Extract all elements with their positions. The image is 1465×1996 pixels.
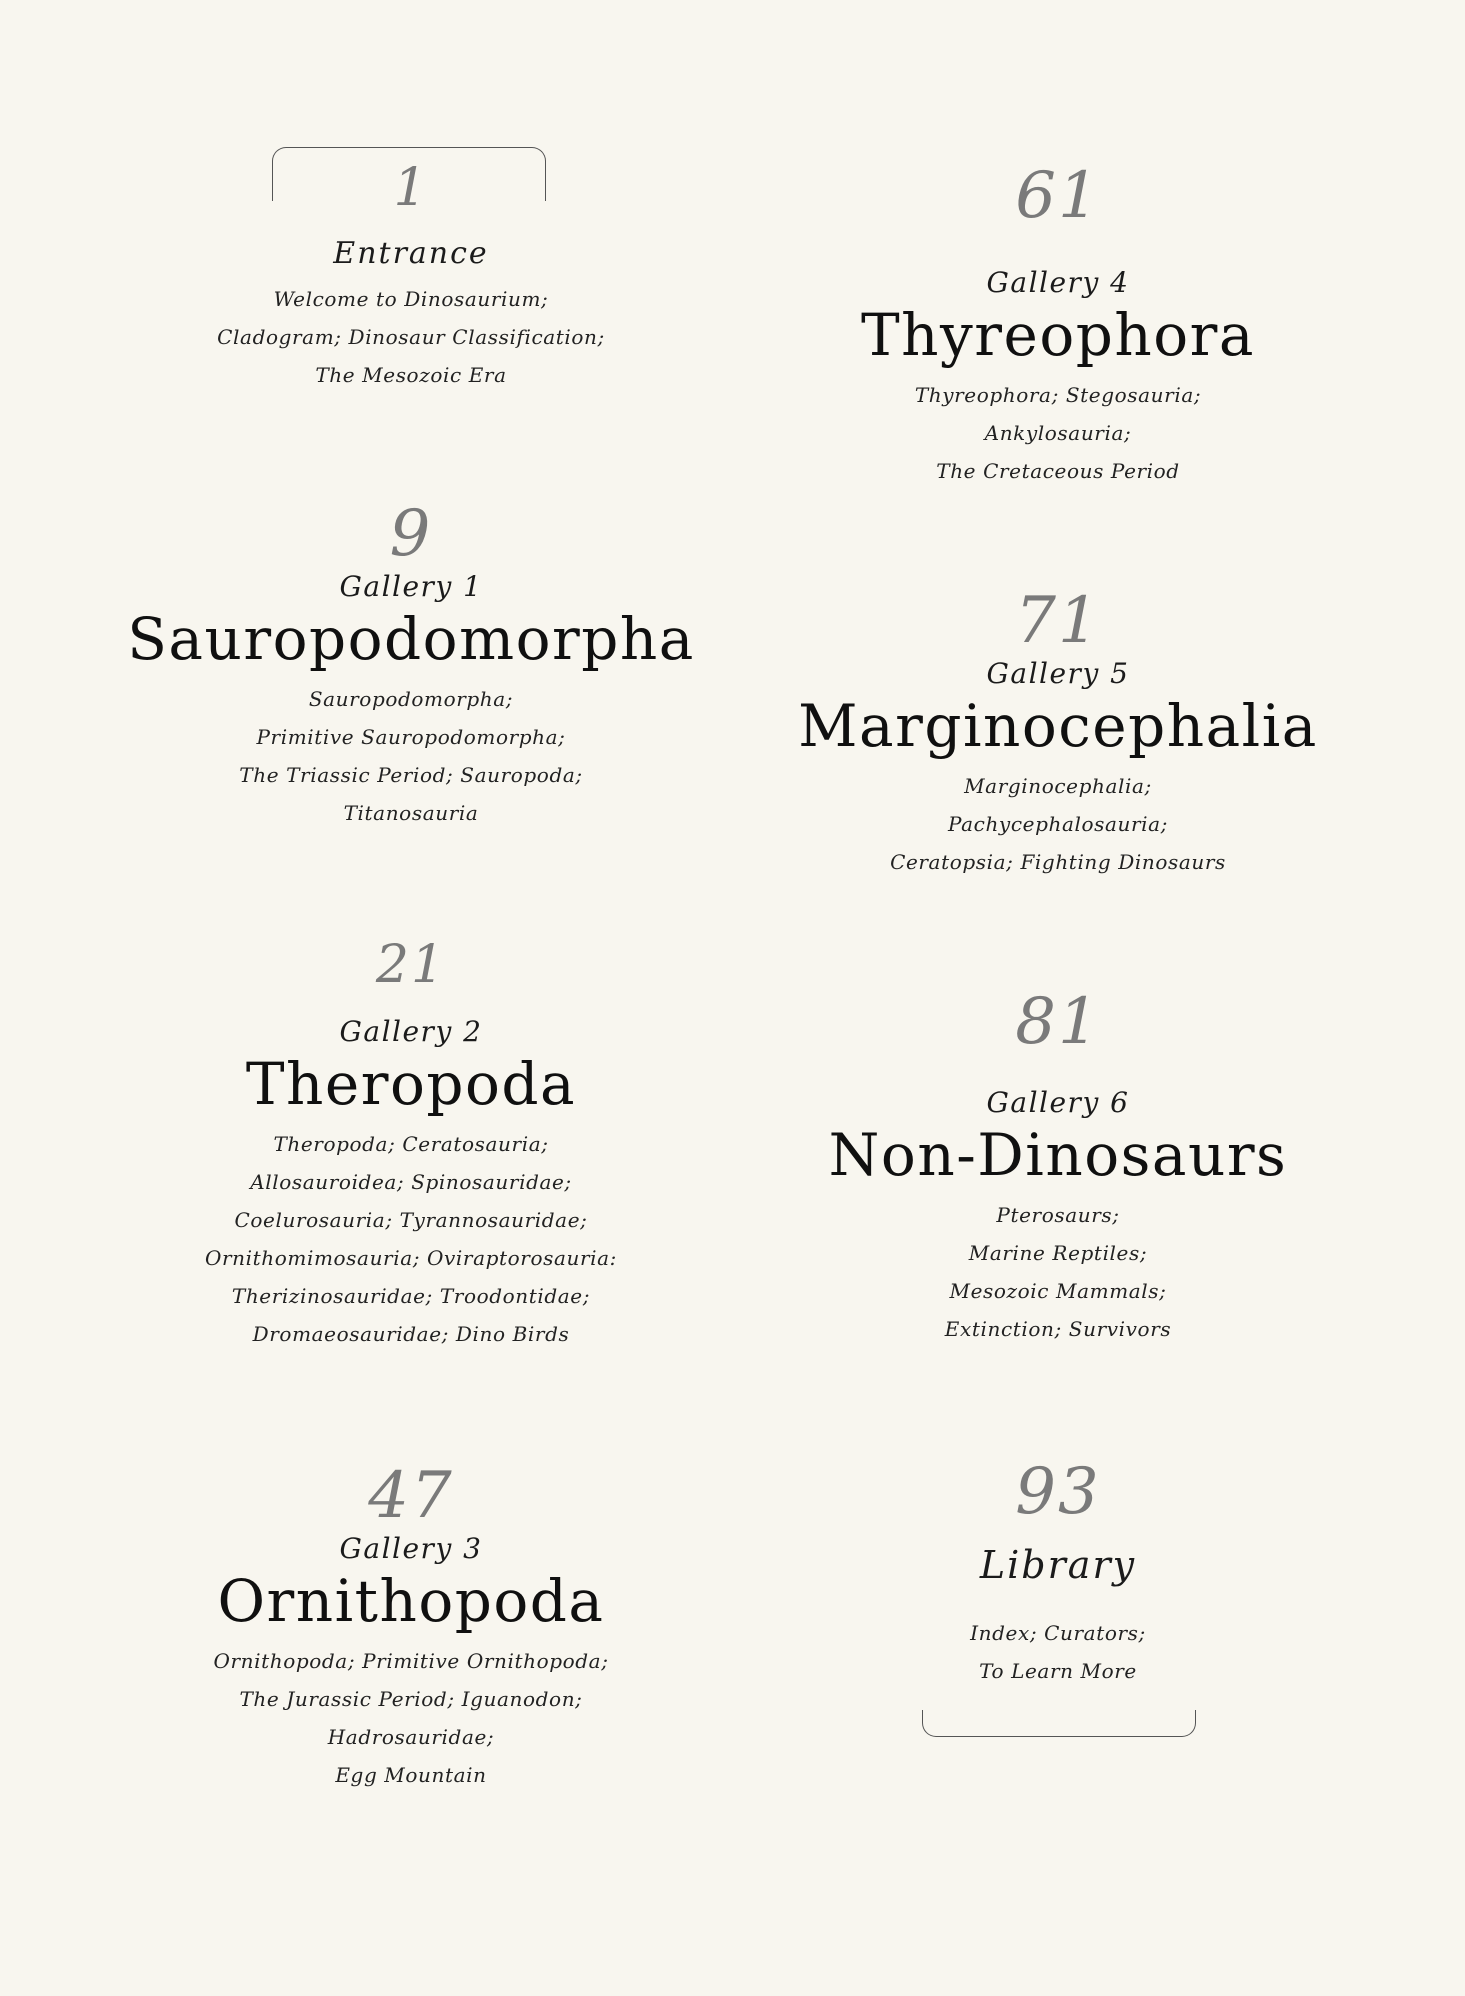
topic-line: Index; Curators;	[970, 1621, 1146, 1645]
library-section[interactable]	[708, 1456, 1408, 1690]
topic-line: Ornithomimosauria; Oviraptorosauria:	[205, 1246, 617, 1270]
topic-line: To Learn More	[979, 1659, 1137, 1683]
gallery4-page-number: 61	[1015, 159, 1101, 233]
gallery3-topics	[61, 1642, 761, 1794]
library-page-number: 93	[1015, 1455, 1101, 1529]
library-title: Library	[979, 1543, 1137, 1587]
gallery4-label: Gallery 4	[986, 266, 1130, 299]
topic-line: Egg Mountain	[335, 1763, 487, 1787]
topic-line: The Jurassic Period; Iguanodon;	[239, 1687, 583, 1711]
topic-line: Coelurosauria; Tyrannosauridae;	[234, 1208, 588, 1232]
topic-line: Therizinosauridae; Troodontidae;	[231, 1284, 591, 1308]
gallery5-label: Gallery 5	[986, 657, 1130, 690]
gallery2-label: Gallery 2	[339, 1015, 483, 1048]
gallery6-label: Gallery 6	[986, 1086, 1130, 1119]
gallery5-page-number: 71	[1015, 584, 1101, 658]
gallery5-title: Marginocephalia	[798, 692, 1318, 760]
topic-line: Dromaeosauridae; Dino Birds	[252, 1322, 570, 1346]
entrance-title: Entrance	[333, 236, 489, 271]
topic-line: Cladogram; Dinosaur Classification;	[217, 325, 605, 349]
topic-line: Sauropodomorpha;	[308, 687, 514, 711]
gallery3-title: Ornithopoda	[217, 1567, 605, 1635]
topic-line: Mesozoic Mammals;	[949, 1279, 1167, 1303]
library-topics	[708, 1614, 1408, 1690]
gallery2-page-number: 21	[375, 935, 447, 995]
topic-line: Allosauroidea; Spinosauridae;	[250, 1170, 572, 1194]
gallery1-title: Sauropodomorpha	[127, 605, 695, 673]
gallery5-topics	[708, 767, 1408, 881]
entrance-section[interactable]	[61, 158, 761, 394]
topic-line: Pachycephalosauria;	[947, 812, 1169, 836]
gallery1-topics	[61, 680, 761, 832]
gallery2-section[interactable]	[61, 935, 761, 1353]
gallery1-label: Gallery 1	[339, 570, 483, 603]
topic-line: Hadrosauridae;	[327, 1725, 495, 1749]
topic-line: Ankylosauria;	[984, 421, 1132, 445]
topic-line: Theropoda; Ceratosauria;	[273, 1132, 549, 1156]
gallery3-label: Gallery 3	[339, 1532, 483, 1565]
gallery4-topics	[708, 376, 1408, 490]
library-bracket	[922, 1710, 1196, 1737]
gallery6-title: Non-Dinosaurs	[828, 1121, 1288, 1189]
topic-line: Welcome to Dinosaurium;	[273, 287, 549, 311]
gallery1-section[interactable]	[61, 498, 761, 832]
gallery6-topics	[708, 1196, 1408, 1348]
gallery3-page-number: 47	[368, 1459, 454, 1533]
topic-line: Pterosaurs;	[996, 1203, 1120, 1227]
gallery6-section[interactable]	[708, 986, 1408, 1348]
entrance-page-number: 1	[393, 158, 429, 218]
gallery2-topics	[61, 1125, 761, 1353]
topic-line: The Mesozoic Era	[315, 363, 507, 387]
gallery4-title: Thyreophora	[861, 301, 1255, 369]
gallery3-section[interactable]	[61, 1460, 761, 1794]
gallery6-page-number: 81	[1015, 985, 1101, 1059]
topic-line: Marine Reptiles;	[968, 1241, 1148, 1265]
topic-line: The Triassic Period; Sauropoda;	[239, 763, 583, 787]
topic-line: Primitive Sauropodomorpha;	[256, 725, 566, 749]
gallery1-page-number: 9	[389, 497, 433, 571]
entrance-topics	[61, 280, 761, 394]
gallery4-section[interactable]	[708, 160, 1408, 490]
gallery5-section[interactable]	[708, 585, 1408, 881]
topic-line: Titanosauria	[343, 801, 479, 825]
gallery2-title: Theropoda	[245, 1050, 577, 1118]
topic-line: The Cretaceous Period	[936, 459, 1180, 483]
topic-line: Extinction; Survivors	[944, 1317, 1172, 1341]
topic-line: Ornithopoda; Primitive Ornithopoda;	[213, 1649, 609, 1673]
topic-line: Marginocephalia;	[964, 774, 1152, 798]
topic-line: Ceratopsia; Fighting Dinosaurs	[890, 850, 1226, 874]
topic-line: Thyreophora; Stegosauria;	[914, 383, 1202, 407]
